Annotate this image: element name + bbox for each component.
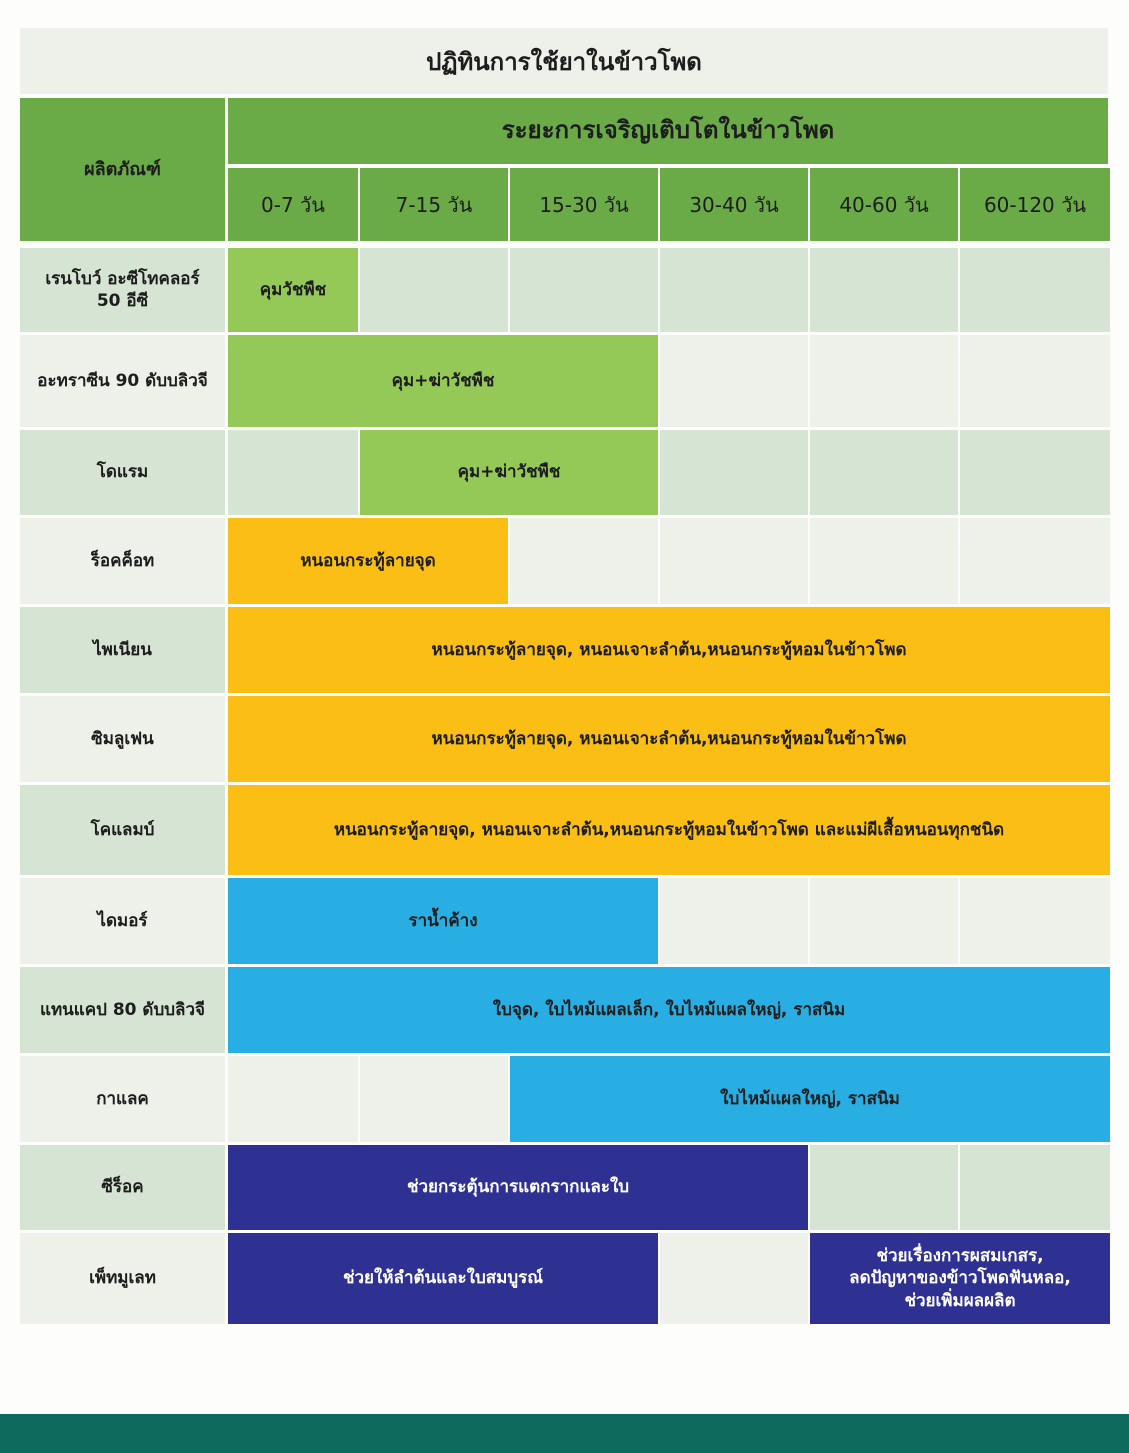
schedule-cell <box>960 430 1110 515</box>
product-label: ซีร็อค <box>20 1145 225 1230</box>
schedule-cell <box>810 878 958 964</box>
product-label: ไพเนียน <box>20 607 225 693</box>
schedule-cell <box>960 335 1110 427</box>
schedule-cell <box>660 335 808 427</box>
growth-stage-header: ระยะการเจริญเติบโตในข้าวโพด <box>228 98 1108 164</box>
product-label: ซิมลูเฟน <box>20 696 225 782</box>
product-label: โดแรม <box>20 430 225 515</box>
application-bar: ใบจุด, ใบไหม้แผลเล็ก, ใบไหม้แผลใหญ่, ราสนิม <box>228 967 1110 1053</box>
application-bar: คุม+ฆ่าวัชพืช <box>228 335 658 427</box>
period-header-5: 60-120 วัน <box>960 168 1110 241</box>
application-bar: ใบไหม้แผลใหญ่, ราสนิม <box>510 1056 1110 1142</box>
product-label: เรนโบว์ อะซีโทคลอร์ 50 อีซี <box>20 248 225 332</box>
application-bar: ช่วยให้ลำต้นและใบสมบูรณ์ <box>228 1233 658 1324</box>
period-header-0: 0-7 วัน <box>228 168 358 241</box>
schedule-cell <box>660 878 808 964</box>
product-label: เพ็ทมูเลท <box>20 1233 225 1324</box>
schedule-cell <box>960 248 1110 332</box>
product-label: แทนแคป 80 ดับบลิวจี <box>20 967 225 1053</box>
schedule-cell <box>360 1056 508 1142</box>
schedule-cell <box>510 248 658 332</box>
schedule-cell <box>228 1056 358 1142</box>
application-bar: หนอนกระทู้ลายจุด, หนอนเจาะลำต้น,หนอนกระทู้หอมในข้าวโพด <box>228 696 1110 782</box>
schedule-cell <box>960 1145 1110 1230</box>
schedule-cell <box>660 430 808 515</box>
application-bar: คุมวัชพืช <box>228 248 358 332</box>
schedule-cell <box>660 518 808 604</box>
application-bar: ช่วยกระตุ้นการแตกรากและใบ <box>228 1145 808 1230</box>
application-bar: ราน้ำค้าง <box>228 878 658 964</box>
application-bar: หนอนกระทู้ลายจุด, หนอนเจาะลำต้น,หนอนกระทู้หอมในข้าวโพด และแม่ผีเสื้อหนอนทุกชนิด <box>228 785 1110 875</box>
application-bar: หนอนกระทู้ลายจุด <box>228 518 508 604</box>
schedule-cell <box>810 335 958 427</box>
application-bar: คุม+ฆ่าวัชพืช <box>360 430 658 515</box>
schedule-cell <box>810 430 958 515</box>
period-header-2: 15-30 วัน <box>510 168 658 241</box>
schedule-cell <box>960 878 1110 964</box>
schedule-cell <box>810 518 958 604</box>
schedule-cell <box>660 1233 808 1324</box>
product-label: โคแลมบ์ <box>20 785 225 875</box>
schedule-cell <box>660 248 808 332</box>
schedule-cell <box>810 1145 958 1230</box>
product-label: ร็อคค็อท <box>20 518 225 604</box>
application-bar: ช่วยเรื่องการผสมเกสร, ลดปัญหาของข้าวโพดฟันหลอ, ช่วยเพิ่มผลผลิต <box>810 1233 1110 1324</box>
period-header-1: 7-15 วัน <box>360 168 508 241</box>
product-label: อะทราซีน 90 ดับบลิวจี <box>20 335 225 427</box>
schedule-cell <box>228 430 358 515</box>
product-column-header: ผลิตภัณฑ์ <box>20 98 225 241</box>
product-label: กาแลค <box>20 1056 225 1142</box>
schedule-cell <box>360 248 508 332</box>
footer-band <box>0 1414 1129 1453</box>
schedule-cell <box>960 518 1110 604</box>
product-label: ไดมอร์ <box>20 878 225 964</box>
page-title: ปฏิทินการใช้ยาในข้าวโพด <box>20 28 1108 94</box>
schedule-cell <box>810 248 958 332</box>
schedule-cell <box>510 518 658 604</box>
period-header-4: 40-60 วัน <box>810 168 958 241</box>
period-header-3: 30-40 วัน <box>660 168 808 241</box>
application-bar: หนอนกระทู้ลายจุด, หนอนเจาะลำต้น,หนอนกระทู้หอมในข้าวโพด <box>228 607 1110 693</box>
